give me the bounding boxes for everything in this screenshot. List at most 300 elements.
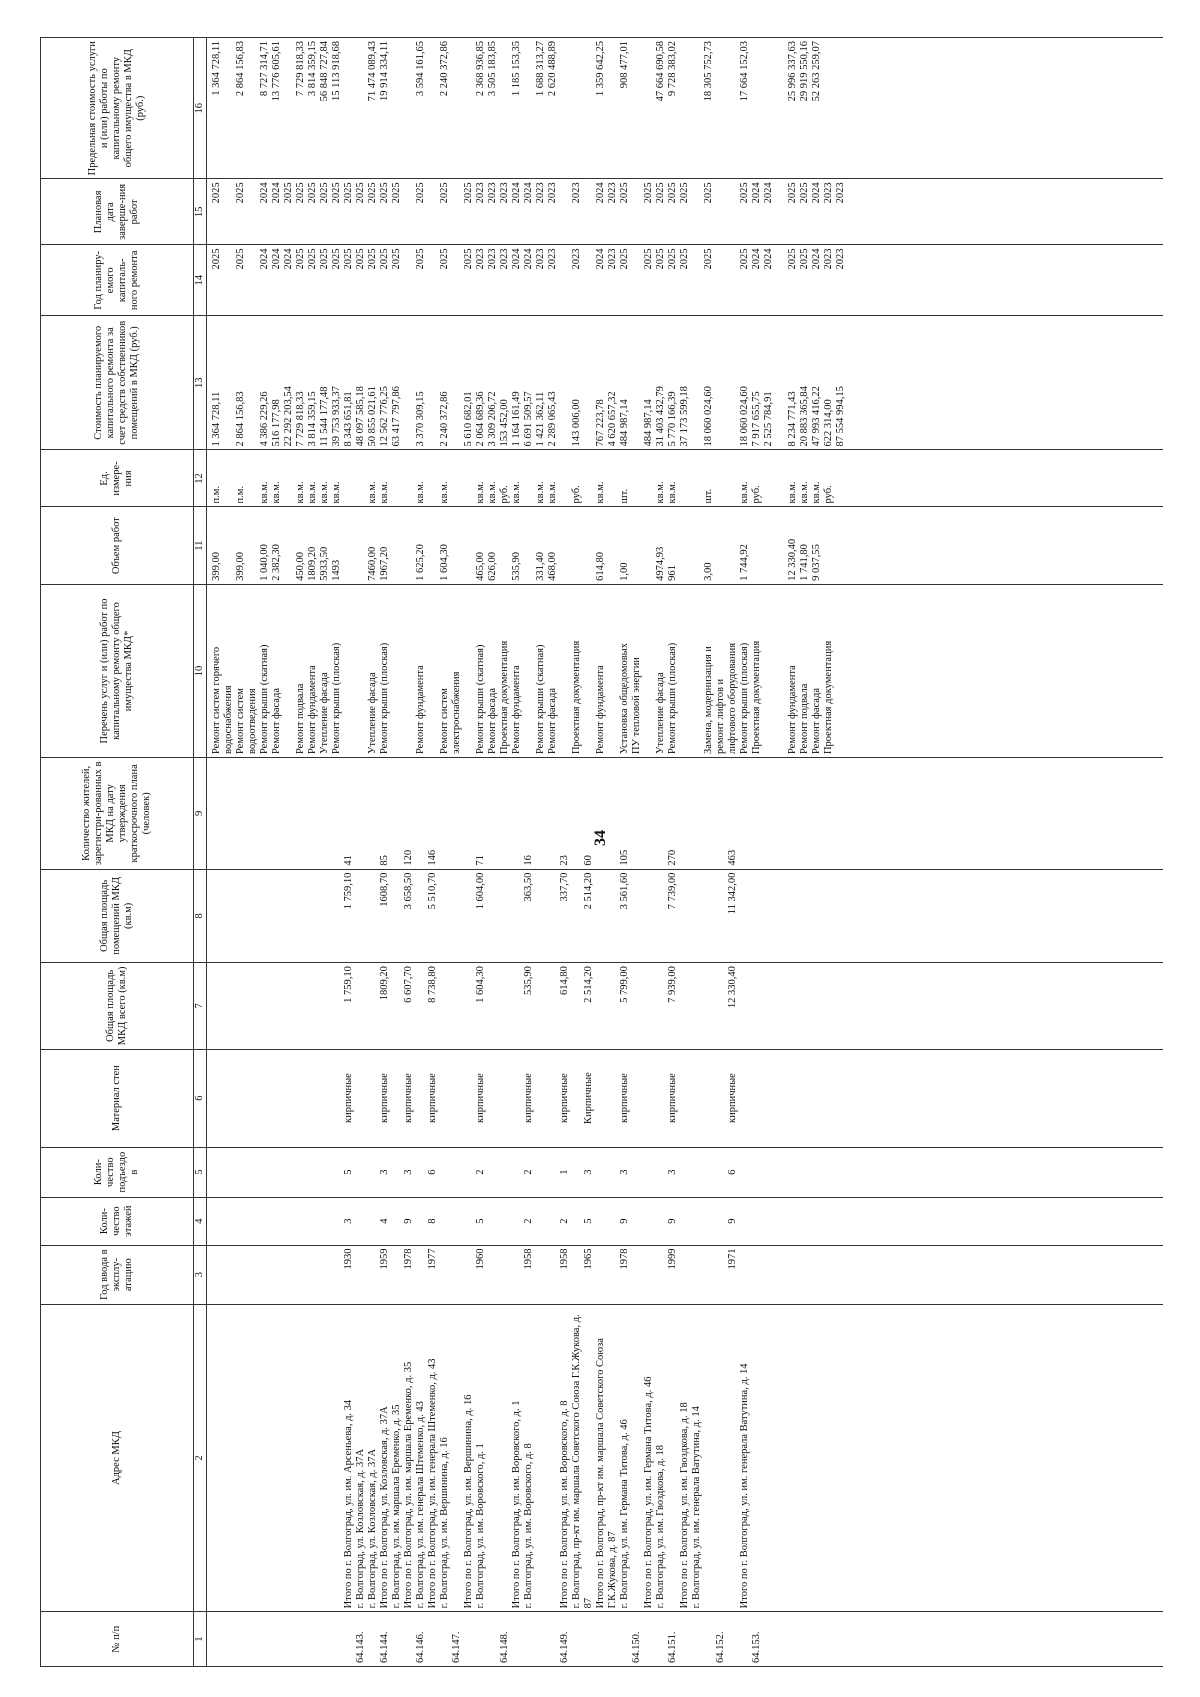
table-cell-line: 2025 (667, 182, 678, 204)
table-cell-line: 3 (619, 1169, 630, 1175)
table-cell-line (319, 1308, 331, 1609)
table-cell-line: 16 (523, 855, 534, 866)
table-cell-line: Замена, модернизация и (703, 646, 714, 755)
table-cell-line: кв.м. (415, 481, 426, 504)
table-cell-line (331, 1053, 343, 1144)
table-cell-line: 2025 (703, 248, 714, 270)
table-cell-line: 64.151. (667, 1631, 678, 1663)
table-cell-line: 1978 (619, 1248, 630, 1270)
header-cell: Стоимость планируемого капитального ремонта за счет средств собственников помещений в МКД (руб.) (41, 316, 194, 450)
table-cell-line: кв.м. (487, 481, 498, 504)
table-cell-line (451, 41, 463, 175)
table-cell-line (271, 1201, 283, 1242)
table-cell-line: 64.147. (451, 1631, 462, 1663)
table-cell-line (463, 510, 475, 580)
table-cell-line: 1 364 728,11 (211, 41, 222, 96)
table-cell-line: 7460,00 (367, 546, 378, 581)
table-cell-line: 37 173 599,18 (679, 386, 690, 447)
table-cell-line: 2 289 065,43 (547, 391, 558, 447)
table-cell-line: 2 064 689,36 (475, 391, 486, 447)
table-cell-line (295, 761, 307, 866)
table-cell-line (415, 1201, 427, 1242)
col-premises-area (207, 869, 1164, 962)
table-cell-line: 2025 (787, 248, 798, 270)
table-cell-line: Проектная документация (499, 640, 510, 755)
table-cell-line: Кирпичные (583, 1072, 594, 1124)
table-cell-line: Ремонт крыши (плоская) (667, 642, 678, 755)
table-cell-line (427, 1615, 439, 1663)
table-cell-line: ремонт лифтов и (715, 678, 726, 755)
table-cell-line: 1 604,30 (439, 544, 450, 581)
table-cell-line (211, 1249, 223, 1301)
table-cell-line (487, 1201, 499, 1242)
table-cell-line: 64.150. (631, 1631, 642, 1663)
table-cell-line: руб. (751, 485, 762, 504)
table-cell-line: 450,00 (295, 552, 306, 581)
table-cell-line: 961 (667, 565, 678, 581)
table-cell-line: 64.143. (355, 1631, 366, 1663)
table-cell-line (823, 41, 835, 175)
table-cell-line (511, 1615, 523, 1663)
table-cell-line (439, 1053, 451, 1144)
table-cell-line (607, 1615, 619, 1663)
table-cell-line (271, 873, 283, 959)
table-cell-line (343, 453, 355, 503)
table-cell-line: 1958 (523, 1248, 534, 1270)
table-cell-line: 47 993 416,22 (811, 386, 822, 447)
table-cell-line: 2025 (799, 248, 810, 270)
table-cell-line (571, 41, 583, 175)
table-cell-line: 908 477,01 (619, 41, 630, 89)
table-cell-line: 2024 (595, 182, 606, 204)
table-cell-line (607, 873, 619, 959)
table-cell-line: 3 814 359,15 (307, 41, 318, 97)
table-cell-line (355, 873, 367, 959)
table-cell-line (715, 248, 727, 312)
table-cell-line (559, 319, 571, 446)
table-cell-line (367, 1201, 379, 1242)
table-cell-line (715, 182, 727, 241)
table-cell-line (679, 588, 691, 754)
table-cell-line: 39 753 933,37 (331, 386, 342, 447)
table-cell-line (343, 588, 355, 754)
table-cell-line: 2023 (499, 248, 510, 270)
table-cell-line: кв.м. (475, 481, 486, 504)
table-cell-line: 3 309 206,72 (487, 391, 498, 447)
table-cell-line: ПУ тепловой энергии (631, 657, 642, 755)
table-cell-line (571, 1201, 583, 1242)
table-cell-line (631, 1249, 643, 1301)
table-cell-line: 767 223,78 (595, 399, 606, 447)
table-cell-line (655, 1151, 667, 1194)
table-cell-line (775, 510, 787, 580)
table-cell-line: 2023 (835, 182, 846, 204)
table-cell-line: Ремонт систем (235, 688, 246, 755)
table-cell-line: 85 (379, 855, 390, 866)
table-cell-line: 2024 (751, 182, 762, 204)
table-cell-line: 484 987,14 (619, 399, 630, 447)
table-cell-line (391, 873, 403, 959)
table-cell-line (499, 761, 511, 866)
table-cell-line (583, 41, 595, 175)
table-cell-line (247, 966, 259, 1046)
table-cell-line: 8 727 314,71 (259, 41, 270, 97)
table-cell-line: 2025 (415, 182, 426, 204)
table-cell-line (247, 41, 259, 175)
table-cell-line: 41 (343, 855, 354, 866)
table-cell-line: 64.149. (559, 1631, 570, 1663)
table-cell-line (271, 1151, 283, 1194)
table-cell-line (295, 1151, 307, 1194)
table-cell-line (487, 1053, 499, 1144)
table-cell-line (259, 1249, 271, 1301)
table-cell-line (583, 248, 595, 312)
table-cell-line: 465,00 (475, 552, 486, 581)
table-cell-line: 2025 (355, 248, 366, 270)
table-cell-line: 17 664 152,03 (739, 41, 750, 102)
table-cell-line (703, 1308, 715, 1609)
table-cell-line (367, 1249, 379, 1301)
table-cell-line: 2 240 372,86 (439, 391, 450, 447)
table-cell-line (679, 761, 691, 866)
table-cell-line (799, 1615, 811, 1663)
table-cell-line (451, 1308, 463, 1609)
table-cell-line (403, 510, 415, 580)
table-cell-line (487, 873, 499, 959)
table-cell-line: 1 185 153,35 (511, 41, 522, 97)
table-cell-line: 6 691 509,57 (523, 391, 534, 447)
table-cell-line (319, 761, 331, 866)
table-cell-line (247, 1308, 259, 1609)
table-cell-line (631, 453, 643, 503)
table-cell-line: 2025 (415, 248, 426, 270)
table-cell-line: кв.м. (535, 481, 546, 504)
table-cell-line (715, 1308, 727, 1609)
table-cell-line: 2023 (475, 248, 486, 270)
column-number: 2 (194, 1304, 207, 1612)
table-cell-line: кирпичные (619, 1073, 630, 1124)
table-cell-line: 2025 (439, 182, 450, 204)
table-cell-line (259, 1201, 271, 1242)
table-cell-line: кв.м. (811, 481, 822, 504)
table-cell-line: 5 799,00 (619, 966, 630, 1003)
table-cell-line (415, 873, 427, 959)
table-cell-line (595, 966, 607, 1046)
table-cell-line (295, 1249, 307, 1301)
table-cell-line (451, 1151, 463, 1194)
table-cell-line (283, 588, 295, 754)
table-cell-line: п.м. (211, 485, 222, 504)
table-cell-line: Ремонт крыши (плоская) (331, 642, 342, 755)
table-cell-line (427, 41, 439, 175)
table-cell-line (307, 761, 319, 866)
table-cell-line (595, 1201, 607, 1242)
table-cell-line: 2023 (823, 182, 834, 204)
table-cell-line (631, 41, 643, 175)
table-cell-line: 1960 (475, 1248, 486, 1270)
table-cell-line (631, 182, 643, 241)
table-cell-line: 2 864 156,83 (235, 391, 246, 447)
header-cell: Плановая дата заверше-ния работ (41, 179, 194, 245)
table-cell-line: 2025 (643, 182, 654, 204)
column-number: 10 (194, 584, 207, 757)
table-cell-line (271, 1308, 283, 1609)
table-cell-line (223, 453, 235, 503)
table-cell-line: Утепление фасада (319, 672, 330, 755)
table-cell-line (715, 41, 727, 175)
table-cell-line: 105 (619, 849, 630, 866)
table-cell-line: 2 (559, 1218, 570, 1224)
table-cell-line: Ремонт фундамента (511, 665, 522, 755)
table-cell-line: 1 744,92 (739, 544, 750, 581)
table-cell-line: 2 382,30 (271, 544, 282, 581)
table-cell-line (403, 248, 415, 312)
column-number: 5 (194, 1147, 207, 1197)
table-cell-line (583, 510, 595, 580)
table-cell-line (535, 966, 547, 1046)
table-cell-line: 2024 (751, 248, 762, 270)
table-cell-line (283, 453, 295, 503)
table-cell-line: г. Волгоград, ул. им. Германа Титова, д. 46 (619, 1419, 630, 1609)
table-cell-line (367, 1053, 379, 1144)
table-cell-line: кв.м. (367, 481, 378, 504)
table-cell-line: 1977 (427, 1248, 438, 1270)
table-cell-line: 120 (403, 849, 414, 866)
table-cell-line: кирпичные (427, 1073, 438, 1124)
table-cell-line (223, 1151, 235, 1194)
table-cell-line: г. Волгоград, ул. Козловская, д. 37А (367, 1448, 378, 1609)
table-cell-line (451, 873, 463, 959)
col-number (207, 1612, 1164, 1667)
table-cell-line (271, 1615, 283, 1663)
table-cell-line (691, 588, 703, 754)
table-cell-line: 9 (403, 1218, 414, 1224)
table-cell-line: кв.м. (271, 481, 282, 504)
table-cell-line (451, 1053, 463, 1144)
table-cell-line (631, 1151, 643, 1194)
table-cell-line: 3,00 (703, 562, 714, 581)
table-cell-line (463, 873, 475, 959)
table-cell-line (571, 761, 583, 866)
table-cell-line (391, 1615, 403, 1663)
table-cell-line (451, 1201, 463, 1242)
table-cell-line (715, 966, 727, 1046)
table-cell-line: 64.152. (715, 1631, 726, 1663)
table-cell-line (523, 588, 535, 754)
table-cell-line: 8 (427, 1218, 438, 1224)
table-cell-line (343, 41, 355, 175)
table-cell-line: 2025 (319, 182, 330, 204)
table-cell-line: Проектная документация (751, 640, 762, 755)
table-cell-line: водоснабжения (223, 685, 234, 755)
table-cell-line: 146 (427, 849, 438, 866)
table-cell-line (319, 873, 331, 959)
table-cell-line (271, 761, 283, 866)
table-cell-line: 2024 (259, 248, 270, 270)
table-cell-line (691, 248, 703, 312)
table-cell-line (211, 1201, 223, 1242)
table-cell-line (547, 1151, 559, 1194)
table-cell-line: г. Волгоград, пр-кт им. маршала Советского Союза Г.К.Жукова, д. 87 (571, 1314, 594, 1609)
table-cell-line (247, 248, 259, 312)
table-cell-line: 12 330,40 (787, 538, 798, 581)
table-cell-line (487, 761, 499, 866)
table-cell-line (211, 1151, 223, 1194)
table-cell-line: 3 (583, 1169, 594, 1175)
header-cell: Предельная стоимость услуги и (или) работы по капитальному ремонту общего имущества в МКД (руб.) (41, 38, 194, 179)
table-cell-line: 2023 (547, 248, 558, 270)
table-cell-line (319, 1053, 331, 1144)
table-cell-line (235, 873, 247, 959)
table-cell-line (547, 761, 559, 866)
table-cell-line: 2025 (379, 182, 390, 204)
table-cell-line: 9 (667, 1218, 678, 1224)
table-cell-line: 1 (559, 1169, 570, 1175)
table-cell-line: 48 097 585,18 (355, 386, 366, 447)
table-cell-line (283, 966, 295, 1046)
table-cell-line (427, 453, 439, 503)
table-cell-line (703, 761, 715, 866)
table-cell-line: 2025 (343, 182, 354, 204)
table-cell-line: 1 359 642,25 (595, 41, 606, 97)
table-cell-line (691, 510, 703, 580)
table-cell-line: 15 113 918,68 (331, 41, 342, 101)
table-cell-line: кв.м. (787, 481, 798, 504)
table-cell-line (247, 873, 259, 959)
table-cell-line: Ремонт систем горячего (211, 646, 222, 755)
table-cell-line (655, 1053, 667, 1144)
table-cell-line (499, 510, 511, 580)
table-cell-line: 2025 (679, 182, 690, 204)
header-row (41, 38, 194, 1667)
table-cell-line (331, 1249, 343, 1301)
table-cell-line: 2025 (799, 182, 810, 204)
table-cell-line (715, 1249, 727, 1301)
table-cell-line: 2025 (787, 182, 798, 204)
table-cell-line (607, 966, 619, 1046)
table-cell-line (355, 966, 367, 1046)
table-cell-line: Итого по г. Волгоград, ул. им. Воровского, д. 1 (511, 1400, 522, 1609)
table-cell-line: 2025 (211, 248, 222, 270)
table-cell-line (559, 41, 571, 175)
table-cell-line: руб. (499, 485, 510, 504)
table-cell-line (751, 510, 763, 580)
table-cell-line (463, 1249, 475, 1301)
table-cell-line: кв.м. (259, 481, 270, 504)
header-cell: Объем работ (41, 507, 194, 584)
table-cell-line (427, 182, 439, 241)
table-cell-line (523, 1615, 535, 1663)
table-cell-line (355, 761, 367, 866)
table-cell-line: 2 (523, 1169, 534, 1175)
table-cell-line: кв.м. (331, 481, 342, 504)
table-cell-line: 2025 (391, 248, 402, 270)
table-cell-line (487, 966, 499, 1046)
table-cell-line (691, 453, 703, 503)
table-cell-line (307, 1249, 319, 1301)
table-cell-line (595, 761, 607, 866)
column-number: 6 (194, 1049, 207, 1147)
table-cell-line (643, 966, 655, 1046)
table-cell-line: 1959 (379, 1248, 390, 1270)
table-cell-line (547, 873, 559, 959)
table-cell-line: 5 770 166,39 (667, 391, 678, 447)
table-cell-line (451, 966, 463, 1046)
table-cell-line (703, 1201, 715, 1242)
table-cell-line (499, 41, 511, 175)
table-cell-line (235, 1308, 247, 1609)
table-cell-line (295, 1308, 307, 1609)
table-cell-line: Итого по г. Волгоград, ул. им. генерала Ватутина, д. 14 (739, 1363, 750, 1609)
table-cell-line (283, 510, 295, 580)
table-cell-line: 2024 (511, 248, 522, 270)
table-cell-line: 484 987,14 (643, 399, 654, 447)
table-cell-line (439, 966, 451, 1046)
table-cell-line: 3 (343, 1218, 354, 1224)
table-cell-line (463, 1053, 475, 1144)
table-cell-line (499, 1308, 511, 1609)
table-cell-line (523, 453, 535, 503)
table-cell-line (235, 1201, 247, 1242)
table-cell-line: Ремонт фундамента (307, 665, 318, 755)
table-cell-line: 1965 (583, 1248, 594, 1270)
table-cell-line: 399,00 (211, 552, 222, 581)
table-cell-line (391, 761, 403, 866)
table-cell-line (283, 1249, 295, 1301)
table-cell-line (703, 1615, 715, 1663)
col-residents (207, 758, 1164, 870)
table-cell-line: Ремонт систем (439, 688, 450, 755)
table-cell-line: кв.м. (307, 481, 318, 504)
table-cell-line (415, 761, 427, 866)
table-cell-line: 2025 (295, 248, 306, 270)
table-cell-line (715, 761, 727, 866)
table-cell-line: 71 474 089,43 (367, 41, 378, 102)
table-cell-line (295, 1615, 307, 1663)
table-cell-line: руб. (823, 485, 834, 504)
table-cell-line: 2024 (523, 248, 534, 270)
table-cell-line (367, 761, 379, 866)
table-cell-line (427, 510, 439, 580)
table-cell-line (271, 1053, 283, 1144)
table-cell-line: 5 (583, 1218, 594, 1224)
table-cell-line: 337,70 (559, 872, 570, 902)
table-cell-line (559, 588, 571, 754)
table-cell-line (295, 966, 307, 1046)
table-cell-line (415, 1249, 427, 1301)
table-cell-line (235, 761, 247, 866)
table-cell-line: 270 (667, 849, 678, 866)
table-cell-line (247, 1053, 259, 1144)
table-cell-line (391, 1151, 403, 1194)
table-cell-line: 3 370 309,15 (415, 391, 426, 447)
table-cell-line: 2024 (763, 182, 774, 204)
table-cell-line (715, 453, 727, 503)
col-cost (207, 316, 1164, 450)
table-cell-line: 4 620 657,32 (607, 391, 618, 447)
table-cell-line: Итого по г. Волгоград, ул. им. Гвоздкова, д. 18 (679, 1402, 690, 1609)
table-cell-line (259, 1053, 271, 1144)
table-cell-line: 2024 (259, 182, 270, 204)
table-cell-line (415, 966, 427, 1046)
table-cell-line: 9 (619, 1218, 630, 1224)
table-cell-line: 2024 (523, 182, 534, 204)
table-cell-line: 6 607,70 (403, 966, 414, 1003)
table-cell-line (523, 41, 535, 175)
table-cell-line (331, 1615, 343, 1663)
table-cell-line (535, 1201, 547, 1242)
table-cell-line: 9 (727, 1218, 738, 1224)
